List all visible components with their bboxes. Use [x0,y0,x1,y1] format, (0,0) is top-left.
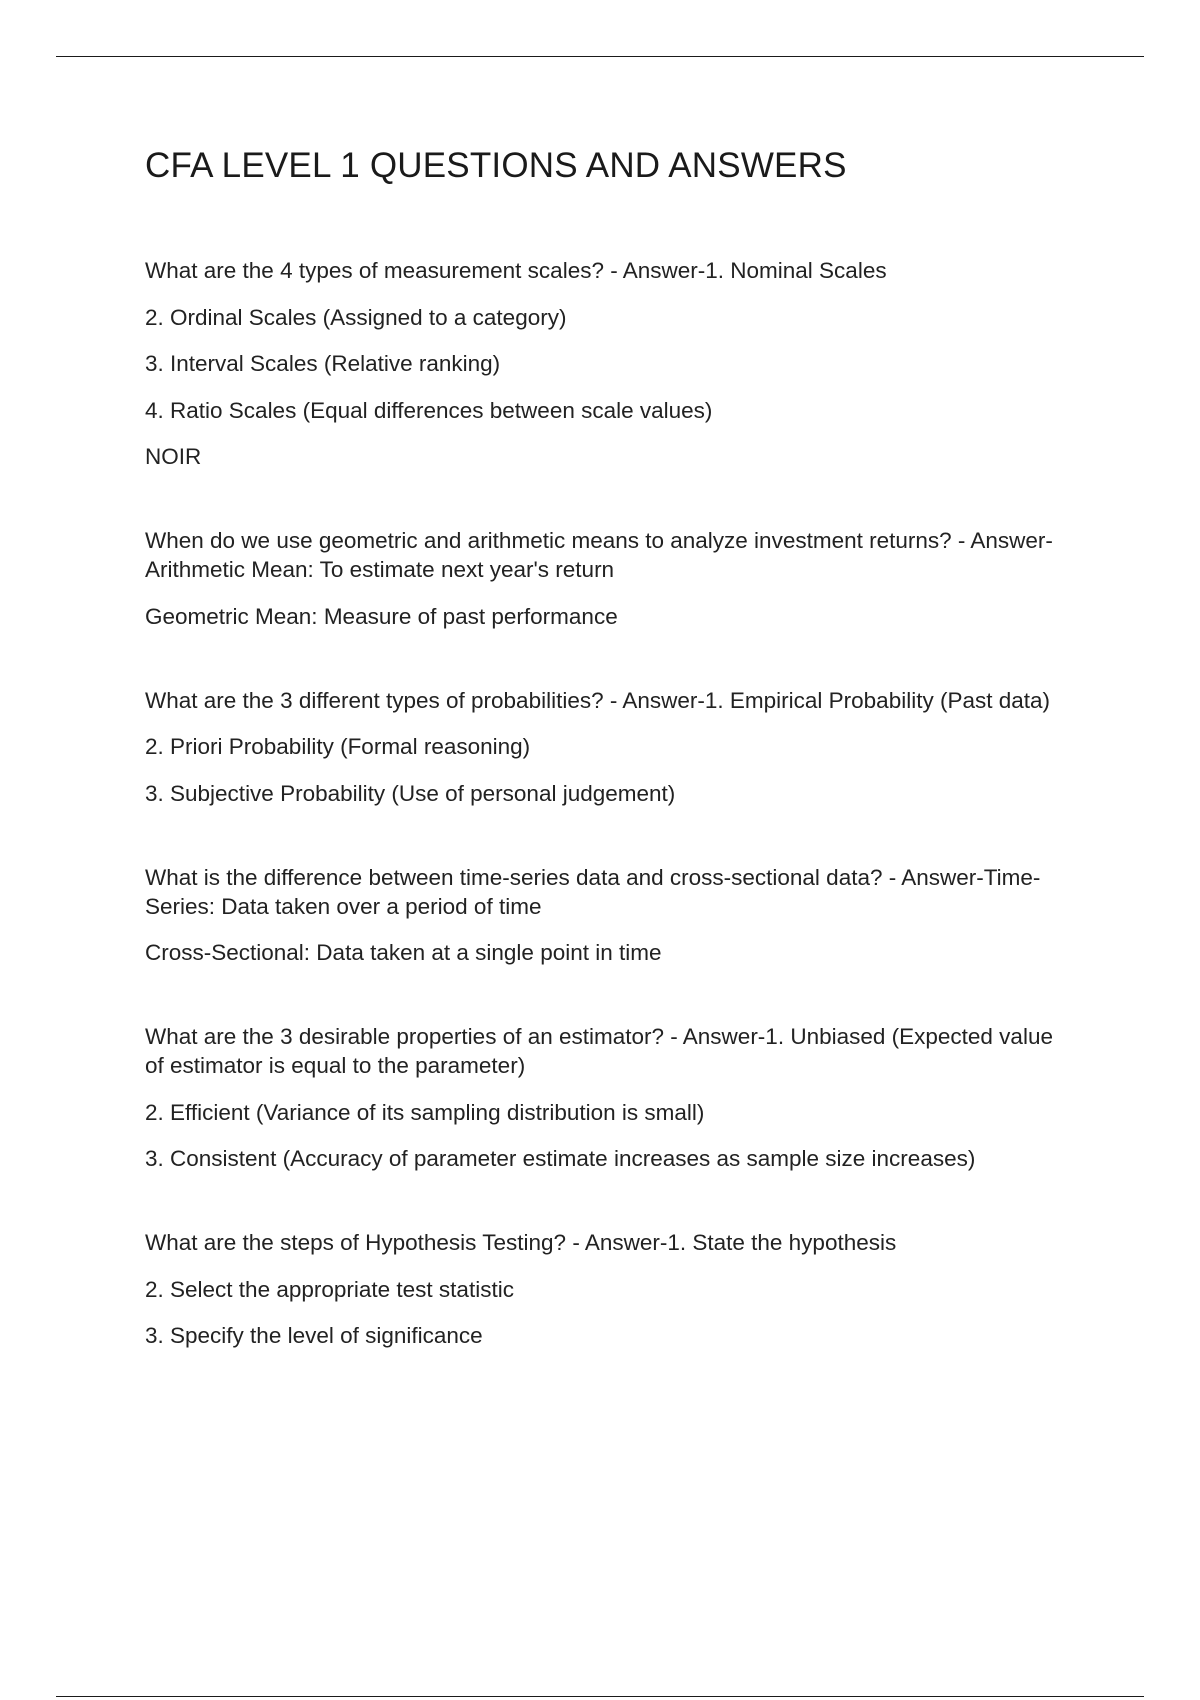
answer-line: NOIR [145,444,202,469]
answer-line: 2. Ordinal Scales (Assigned to a category) [145,304,567,330]
question-line: What are the steps of Hypothesis Testing? - Answer-1. State the hypothesis [145,1230,897,1255]
answer-line: Geometric Mean: Measure of past performance [145,603,618,629]
answer-line: 3. Specify the level of significance [145,1323,483,1348]
qa-block-hypothesis-testing [145,1228,1075,1350]
answer-line: 3. Consistent (Accuracy of parameter estimate increases as sample size increases) [145,1146,976,1171]
question-line: What are the 4 types of measurement scales? - Answer-1. Nominal Scales [145,258,887,283]
qa-block-probabilities [145,686,1075,808]
question-line: What are the 3 different types of probabilities? - Answer-1. Empirical Probability (Past data) [145,687,1051,713]
question-line: What are the 3 desirable properties of an estimator? - Answer-1. Unbiased (Expected value of estimator is equal to the parameter) [145,1024,1053,1078]
answer-line: 2. Select the appropriate test statistic [145,1276,514,1302]
qa-block-measurement-scales [145,256,1075,471]
top-divider [56,56,1144,57]
answer-line: 3. Subjective Probability (Use of personal judgement) [145,780,676,806]
document-page [145,140,1075,1405]
answer-line: 2. Efficient (Variance of its sampling distribution is small) [145,1099,705,1125]
answer-line: Cross-Sectional: Data taken at a single point in time [145,940,662,965]
page-title: CFA LEVEL 1 QUESTIONS AND ANSWERS [145,146,847,185]
answer-line: 4. Ratio Scales (Equal differences between scale values) [145,397,713,423]
qa-block-means [145,526,1075,631]
question-line: When do we use geometric and arithmetic means to analyze investment returns? - Answer-Arithmetic Mean: To estimate next year's return [145,528,1053,582]
answer-line: 3. Interval Scales (Relative ranking) [145,351,501,376]
question-line: What is the difference between time-series data and cross-sectional data? - Answer-Time-Series: Data taken over a period of time [145,864,1041,919]
answer-line: 2. Priori Probability (Formal reasoning) [145,734,531,759]
bottom-divider [56,1696,1144,1697]
qa-block-data-types [145,863,1075,968]
qa-block-estimator [145,1022,1075,1173]
